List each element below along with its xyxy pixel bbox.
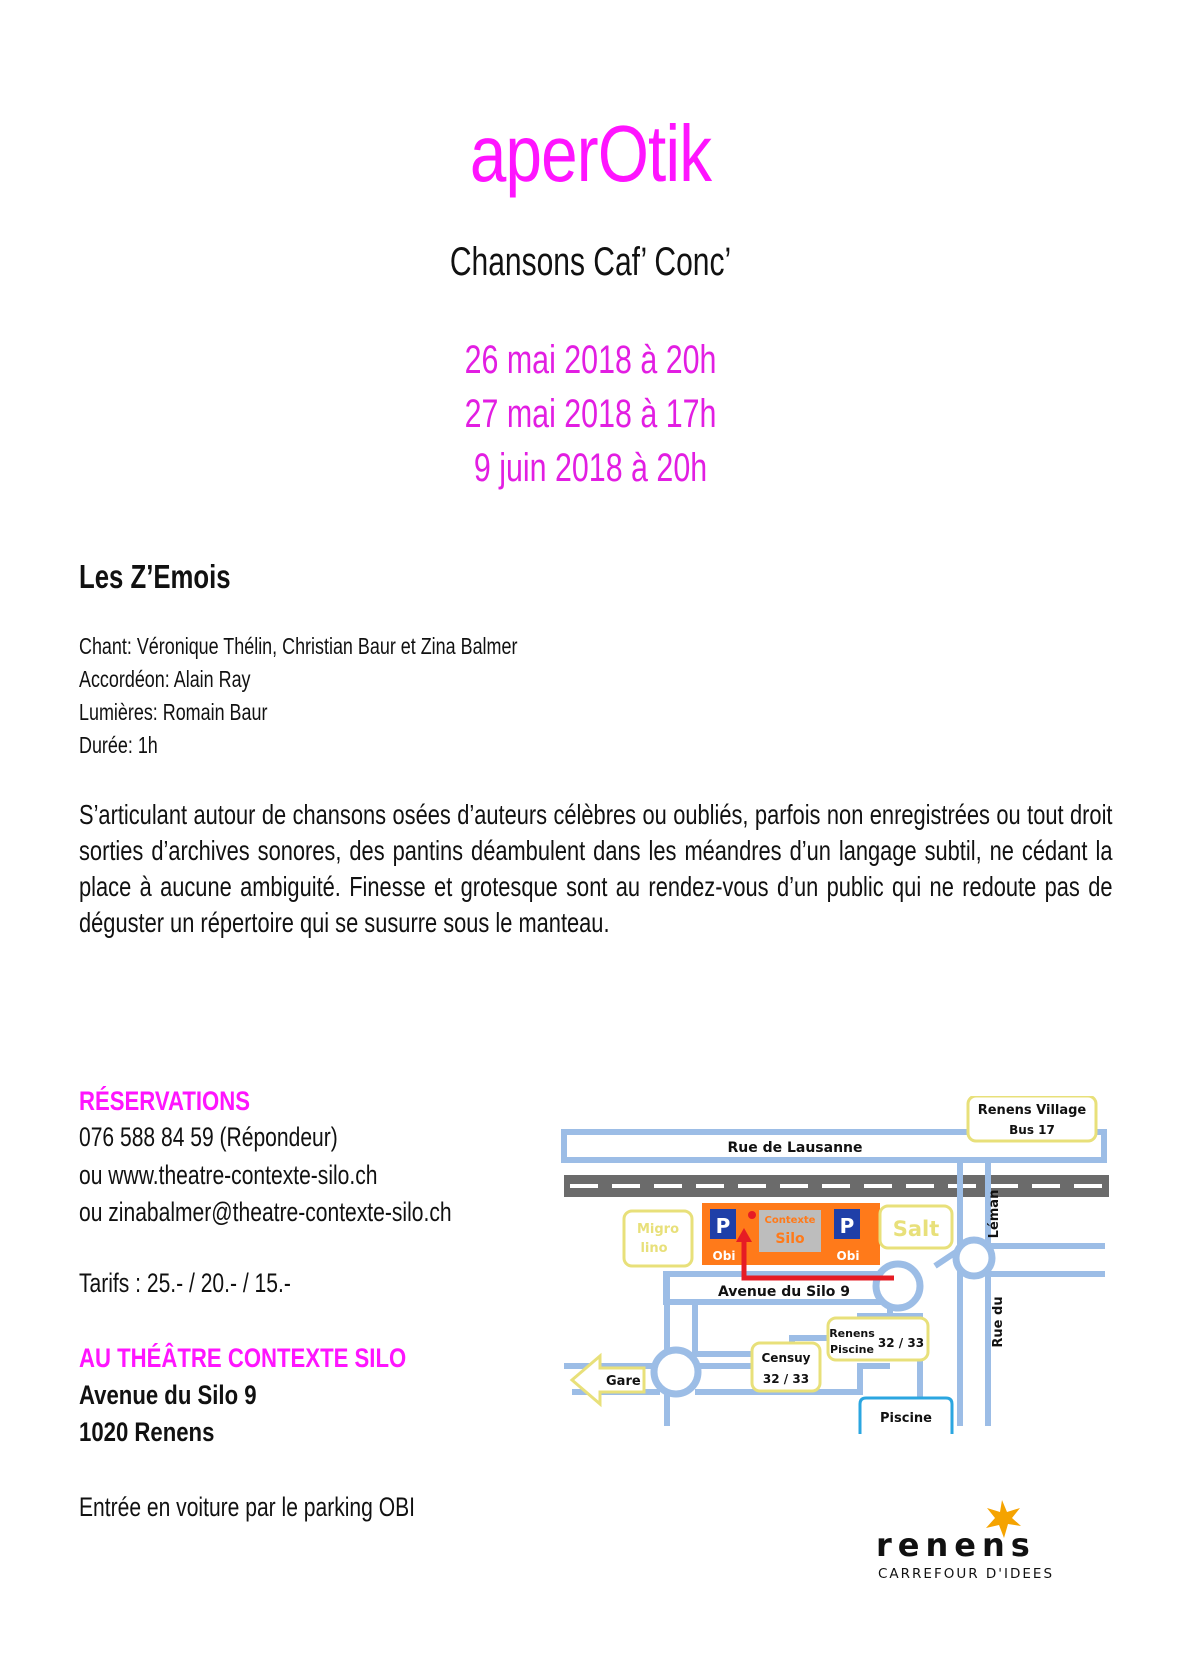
road-rue-leman bbox=[960, 1162, 988, 1426]
roundabout-west bbox=[654, 1350, 698, 1394]
date-2: 27 mai 2018 à 17h bbox=[464, 392, 717, 436]
date-1: 26 mai 2018 à 20h bbox=[464, 338, 717, 382]
label-contexte: Contexte bbox=[764, 1215, 816, 1226]
group-name: Les Z’Emois bbox=[79, 558, 231, 595]
label-censuy: Censuy bbox=[761, 1351, 811, 1365]
label-rue-du: Rue du bbox=[991, 1296, 1006, 1348]
label-bus-32-33-b: 32 / 33 bbox=[762, 1372, 810, 1386]
description: S’articulant autour de chansons osées d’auteurs célèbres ou oubliés, parfois non enregistrées ou tout droit sorties d’archives sonores, des pantins déambulent dans les méandres d’un langage subtil, ne cédant la place à aucune ambiguité. Finesse et grotesque sont au rendez-vous d’un public qui ne redoute pas de déguster un répertoire qui se susurre sous le manteau. bbox=[79, 799, 1113, 938]
parking-symbol-2: P bbox=[839, 1214, 855, 1238]
parking-symbol-1: P bbox=[715, 1214, 731, 1238]
label-rue-lausanne: Rue de Lausanne bbox=[727, 1140, 863, 1156]
roundabout-east bbox=[876, 1264, 920, 1308]
roundabout-leman bbox=[956, 1240, 992, 1276]
renens-logo bbox=[874, 1496, 1104, 1586]
label-obi-2: Obi bbox=[836, 1249, 860, 1263]
venue-street: Avenue du Silo 9 bbox=[79, 1380, 257, 1410]
label-silo: Silo bbox=[775, 1231, 805, 1247]
credit-chant: Chant: Véronique Thélin, Christian Baur et Zina Balmer bbox=[79, 633, 518, 659]
reservations-heading: RÉSERVATIONS bbox=[79, 1086, 251, 1116]
label-migro: Migro bbox=[636, 1222, 680, 1237]
label-piscine: Piscine bbox=[880, 1411, 932, 1426]
reservations-email[interactable]: ou zinabalmer@theatre-contexte-silo.ch bbox=[79, 1197, 452, 1227]
label-renens-village: Renens Village bbox=[977, 1103, 1087, 1118]
logo-tagline: CARREFOUR D'IDEES bbox=[878, 1566, 1055, 1582]
venue-city: 1020 Renens bbox=[79, 1417, 215, 1447]
parking-note: Entrée en voiture par le parking OBI bbox=[79, 1492, 415, 1522]
label-salt: Salt bbox=[892, 1217, 940, 1241]
tarifs: Tarifs : 25.- / 20.- / 15.- bbox=[79, 1268, 291, 1298]
label-bus-32-33-a: 32 / 33 bbox=[877, 1336, 925, 1350]
reservations-web[interactable]: ou www.theatre-contexte-silo.ch bbox=[79, 1160, 378, 1190]
label-piscine-stop: Piscine bbox=[830, 1343, 874, 1356]
credit-duree: Durée: 1h bbox=[79, 732, 158, 758]
event-title: aperOtik bbox=[469, 109, 712, 198]
reservations-phone: 076 588 84 59 (Répondeur) bbox=[79, 1122, 338, 1152]
label-obi-1: Obi bbox=[712, 1249, 736, 1263]
label-gare: Gare bbox=[606, 1374, 641, 1389]
logo-wordmark: renens bbox=[876, 1526, 1036, 1564]
date-3: 9 juin 2018 à 20h bbox=[473, 446, 708, 490]
label-bus-17: Bus 17 bbox=[1009, 1123, 1055, 1137]
label-avenue-silo: Avenue du Silo 9 bbox=[717, 1284, 851, 1300]
credit-accordeon: Accordéon: Alain Ray bbox=[79, 666, 251, 692]
migrolino-box bbox=[624, 1211, 692, 1266]
credit-lumieres: Lumières: Romain Baur bbox=[79, 699, 268, 725]
venue-heading: AU THÉÂTRE CONTEXTE SILO bbox=[79, 1343, 407, 1373]
label-leman: Léman bbox=[987, 1189, 1002, 1239]
label-renens: Renens bbox=[829, 1327, 875, 1340]
event-subtitle: Chansons Caf’ Conc’ bbox=[449, 240, 732, 284]
label-lino: lino bbox=[640, 1241, 668, 1256]
venue-marker bbox=[748, 1211, 756, 1219]
location-map bbox=[560, 1096, 1120, 1436]
